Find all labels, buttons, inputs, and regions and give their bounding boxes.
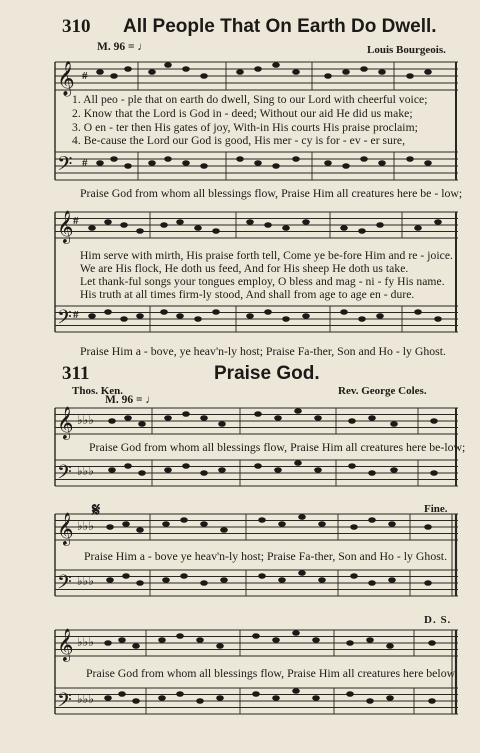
hymn-310-tempo: M. 96 = ♩	[97, 41, 149, 53]
segno-sign: 𝄋	[92, 500, 101, 521]
svg-text:𝄢: 𝄢	[57, 572, 72, 598]
hymn-310-verse-2-2: We are His flock, He doth us feed, And for His sheep He doth us take.	[80, 262, 409, 275]
svg-text:𝄞: 𝄞	[57, 628, 74, 661]
hymn-311-title: Praise God.	[214, 363, 320, 384]
hymn-310-refrain-1: Praise God from whom all blessings flow, Praise Him all creatures here be - low;	[80, 186, 463, 200]
hymn-310-verse-2-3: Let thank-ful songs your tongues employ, O bless and mag - ni - fy His name.	[80, 275, 445, 288]
svg-text:𝄞: 𝄞	[57, 210, 74, 243]
svg-text:#: #	[82, 157, 88, 169]
svg-text:#: #	[73, 309, 79, 321]
hymn-311-author: Thos. Ken.	[72, 385, 124, 397]
svg-text:♭♭♭: ♭♭♭	[77, 464, 94, 478]
svg-text:𝄞: 𝄞	[57, 512, 74, 545]
hymn-311-number: 311	[62, 363, 90, 384]
svg-text:𝄢: 𝄢	[57, 462, 72, 488]
svg-text:♭♭♭: ♭♭♭	[77, 519, 94, 533]
hymn-310-verse-4: 4. Be-cause the Lord our God is good, His mer - cy is for - ev - er sure,	[72, 134, 406, 147]
hymn-311-composer: Rev. George Coles.	[338, 385, 427, 397]
svg-text:#: #	[73, 215, 79, 227]
ds-marker: D. S.	[424, 614, 452, 626]
hymn-310-verse-2-4: His truth at all times firm-ly stood, And shall from age to age en - dure.	[80, 288, 415, 301]
svg-text:♭♭♭: ♭♭♭	[77, 635, 94, 649]
svg-text:𝄢: 𝄢	[57, 152, 73, 180]
fine-marker: Fine.	[424, 503, 448, 515]
hymn-310-verse-2-1: Him serve with mirth, His praise forth tell, Come ye be-fore Him and re - joice.	[80, 249, 453, 262]
svg-text:𝄢: 𝄢	[57, 690, 72, 716]
hymn-311-tempo: M. 96 = ♩	[105, 394, 157, 406]
hymn-310-verse-2: 2. Know that the Lord is God in - deed; Without our aid He did us make;	[72, 107, 413, 120]
hymn-310-title: All People That On Earth Do Dwell.	[123, 16, 437, 37]
hymn-311-line-1: Praise God from whom all blessings flow, Praise Him all creatures here be-low;	[89, 440, 466, 454]
svg-text:𝄞: 𝄞	[57, 406, 74, 439]
hymn-310-refrain-2: Praise Him a - bove, ye heav'n-ly host; Praise Fa-ther, Son and Ho - ly Ghost.	[80, 344, 446, 358]
hymn-310-composer: Louis Bourgeois.	[367, 44, 446, 56]
hymn-310-verse-3: 3. O en - ter then His gates of joy, With-in His courts His praise proclaim;	[72, 121, 418, 134]
svg-text:♭♭♭: ♭♭♭	[77, 692, 94, 706]
hymn-310-number: 310	[62, 16, 91, 37]
hymn-311-line-3: Praise God from whom all blessings flow, Praise Him all creatures here below.	[86, 666, 458, 680]
svg-text:𝄞: 𝄞	[57, 61, 75, 96]
svg-text:♭♭♭: ♭♭♭	[77, 574, 94, 588]
hymn-311-line-2: Praise Him a - bove ye heav'n-ly host; Praise Fa-ther, Son and Ho - ly Ghost.	[84, 549, 448, 563]
svg-text:#: #	[82, 70, 88, 82]
hymn-310-verse-1: 1. All peo - ple that on earth do dwell, Sing to our Lord with cheerful voice;	[72, 93, 428, 106]
svg-text:𝄢: 𝄢	[57, 307, 72, 333]
svg-text:♭♭♭: ♭♭♭	[77, 413, 94, 427]
